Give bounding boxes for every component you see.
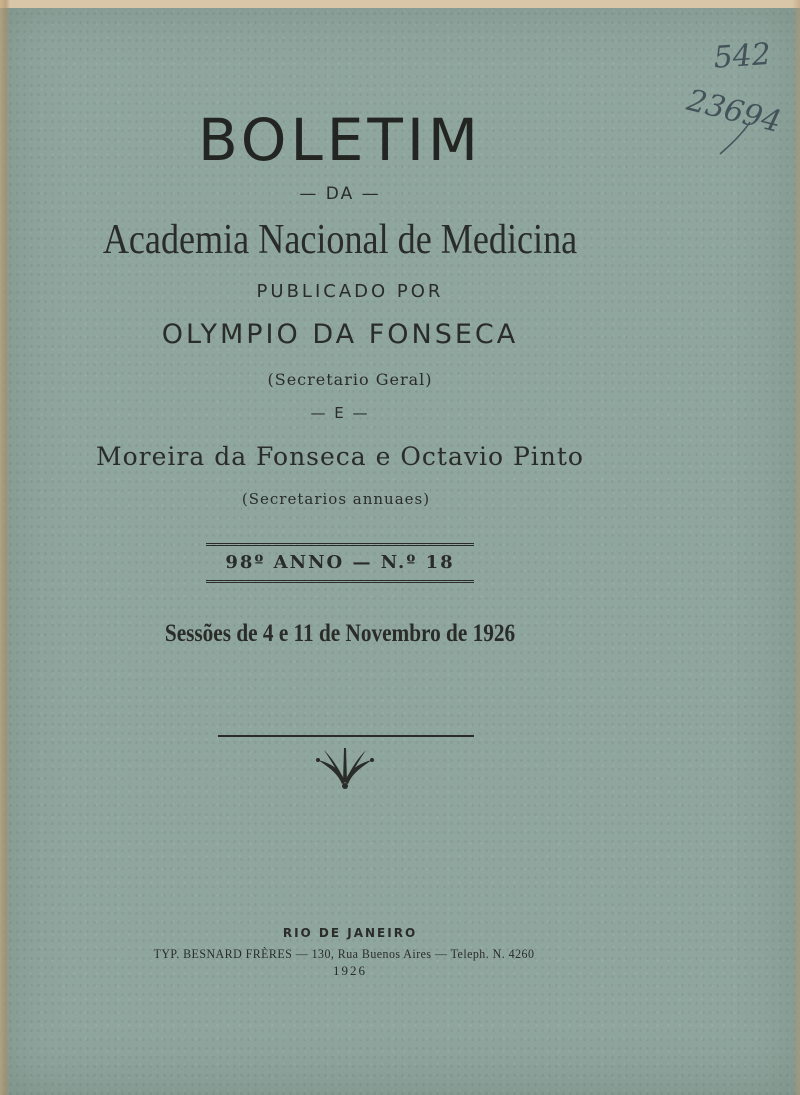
- paper-top-edge: [0, 0, 800, 8]
- preposition-da: — DA —: [299, 184, 381, 204]
- editor-role: (Secretario Geral): [267, 370, 433, 389]
- paper-right-edge: [792, 0, 800, 1095]
- conjunction-e: — E —: [310, 404, 370, 422]
- issue-number: 98º ANNO — N.º 18: [225, 552, 455, 573]
- co-editors-role: (Secretarios annuaes): [241, 490, 431, 508]
- imprint-year: 1926: [333, 963, 367, 978]
- handwritten-number-23694: 23694: [683, 82, 785, 140]
- editor-name: OLYMPIO DA FONSECA: [161, 319, 519, 350]
- institution-name: Academia Nacional de Medicina: [102, 217, 578, 263]
- imprint-printer: TYP. BESNARD FRÈRES — 130, Rua Buenos Aires — Teleph. N. 4260: [153, 946, 535, 961]
- co-editors-names: Moreira da Fonseca e Octavio Pinto: [96, 442, 584, 471]
- issue-frame: [206, 543, 474, 583]
- imprint-city: RIO DE JANEIRO: [282, 926, 418, 940]
- decorative-rule: [218, 735, 474, 737]
- cover-title: BOLETIM: [198, 106, 482, 174]
- published-by-label: PUBLICADO POR: [256, 281, 444, 302]
- handwritten-number-542: 542: [712, 36, 773, 76]
- fleuron-ornament-icon: [312, 742, 378, 790]
- handwritten-catalog-number: [680, 22, 790, 162]
- sessions-date: Sessões de 4 e 11 de Novembro de 1926: [164, 620, 516, 647]
